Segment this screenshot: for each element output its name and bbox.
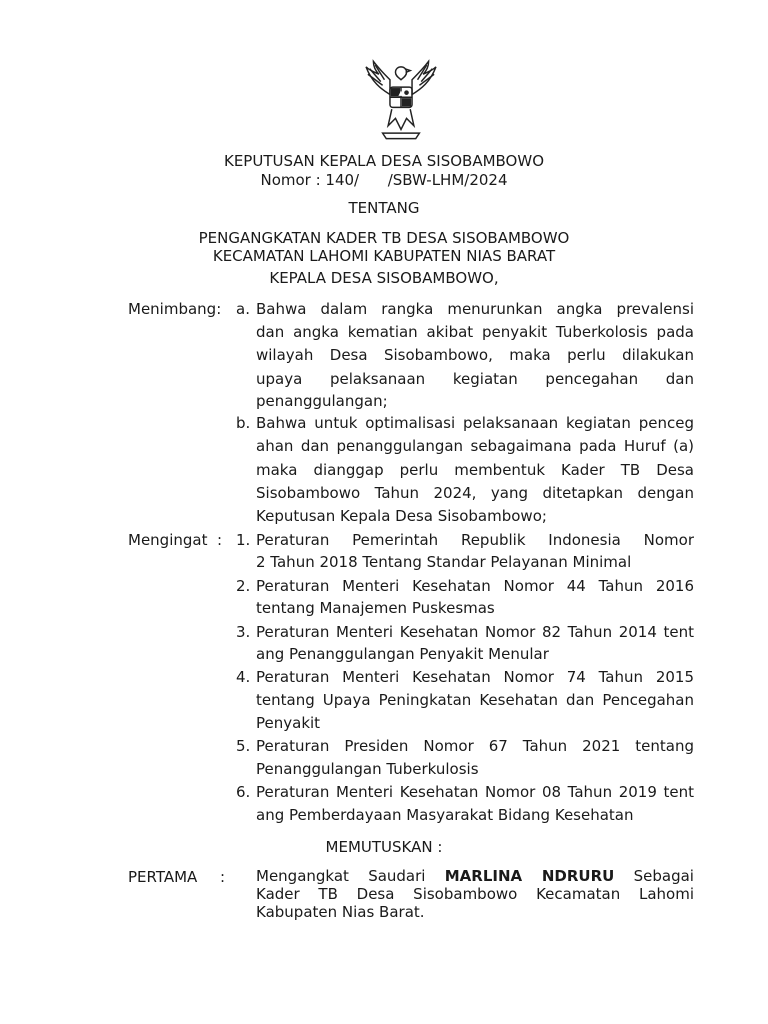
regulation-line: tentang Upaya Peningkatan Kesehatan dan Pencegahan xyxy=(256,691,694,709)
clause-line: ahan dan penanggulangan sebagaimana pada Huruf (a) xyxy=(256,437,694,455)
list-marker: 2. xyxy=(236,577,251,595)
pertama-line-3: Kabupaten Nias Barat. xyxy=(256,903,425,921)
clause-line: dan angka kematian akibat penyakit Tuberkolosis pada xyxy=(256,323,694,341)
pertama-text-after: Sebagai xyxy=(633,868,694,884)
regulation-line: Penyakit xyxy=(256,714,321,732)
authority-line: KEPALA DESA SISOBAMBOWO, xyxy=(269,269,499,287)
mengingat-label: Mengingat xyxy=(128,531,208,549)
regulation-line: ang Penanggulangan Penyakit Menular xyxy=(256,645,549,663)
list-marker: 3. xyxy=(236,623,251,641)
regulation-line: Peraturan Pemerintah Republik Indonesia Nomor xyxy=(256,531,694,549)
clause-line: Keputusan Kepala Desa Sisobambowo; xyxy=(256,507,547,525)
garuda-emblem-icon xyxy=(355,54,447,146)
regulation-line: Peraturan Menteri Kesehatan Nomor 08 Tahun 2019 tent xyxy=(256,783,694,801)
memutuskan-heading: MEMUTUSKAN : xyxy=(325,838,443,856)
menimbang-label: Menimbang: xyxy=(128,300,222,318)
tentang-heading: TENTANG xyxy=(348,199,420,217)
list-marker: 5. xyxy=(236,737,251,755)
regulation-line: Peraturan Menteri Kesehatan Nomor 44 Tahun 2016 xyxy=(256,577,694,595)
regulation-line: 2 Tahun 2018 Tentang Standar Pelayanan Minimal xyxy=(256,553,632,571)
pertama-text-before: Mengangkat Saudari xyxy=(256,868,426,884)
regulation-line: Penanggulangan Tuberkulosis xyxy=(256,760,479,778)
decree-number: Nomor : 140/ /SBW-LHM/2024 xyxy=(260,171,508,189)
regulation-line: tentang Manajemen Puskesmas xyxy=(256,599,495,617)
pertama-colon: : xyxy=(220,868,226,886)
clause-line: Bahwa untuk optimalisasi pelaksanaan kegiatan penceg xyxy=(256,414,694,432)
regulation-line: Peraturan Menteri Kesehatan Nomor 82 Tahun 2014 tent xyxy=(256,623,694,641)
clause-line: Sisobambowo Tahun 2024, yang ditetapkan dengan xyxy=(256,484,694,502)
list-marker: 4. xyxy=(236,668,251,686)
pertama-line-2: Kader TB Desa Sisobambowo Kecamatan Lahomi xyxy=(256,886,694,902)
pertama-label: PERTAMA xyxy=(128,868,198,886)
clause-line: upaya pelaksanaan kegiatan pencegahan dan xyxy=(256,370,694,388)
list-marker: b. xyxy=(236,414,251,432)
subject-line-1: PENGANGKATAN KADER TB DESA SISOBAMBOWO xyxy=(198,229,570,247)
clause-line: wilayah Desa Sisobambowo, maka perlu dilakukan xyxy=(256,346,694,364)
regulation-line: ang Pemberdayaan Masyarakat Bidang Kesehatan xyxy=(256,806,634,824)
regulation-line: Peraturan Presiden Nomor 67 Tahun 2021 tentang xyxy=(256,737,694,755)
mengingat-colon: : xyxy=(217,531,223,549)
appointee-name: MARLINA NDRURU xyxy=(444,868,615,884)
clause-line: Bahwa dalam rangka menurunkan angka prevalensi xyxy=(256,300,694,318)
clause-line: penanggulangan; xyxy=(256,392,388,410)
regulation-line: Peraturan Menteri Kesehatan Nomor 74 Tahun 2015 xyxy=(256,668,694,686)
list-marker: a. xyxy=(236,300,250,318)
list-marker: 6. xyxy=(236,783,251,801)
clause-line: maka dianggap perlu membentuk Kader TB Desa xyxy=(256,461,694,479)
pertama-line-1 xyxy=(256,868,694,884)
list-marker: 1. xyxy=(236,531,251,549)
subject-line-2: KECAMATAN LAHOMI KABUPATEN NIAS BARAT xyxy=(212,247,556,265)
decree-title: KEPUTUSAN KEPALA DESA SISOBAMBOWO xyxy=(223,152,545,170)
